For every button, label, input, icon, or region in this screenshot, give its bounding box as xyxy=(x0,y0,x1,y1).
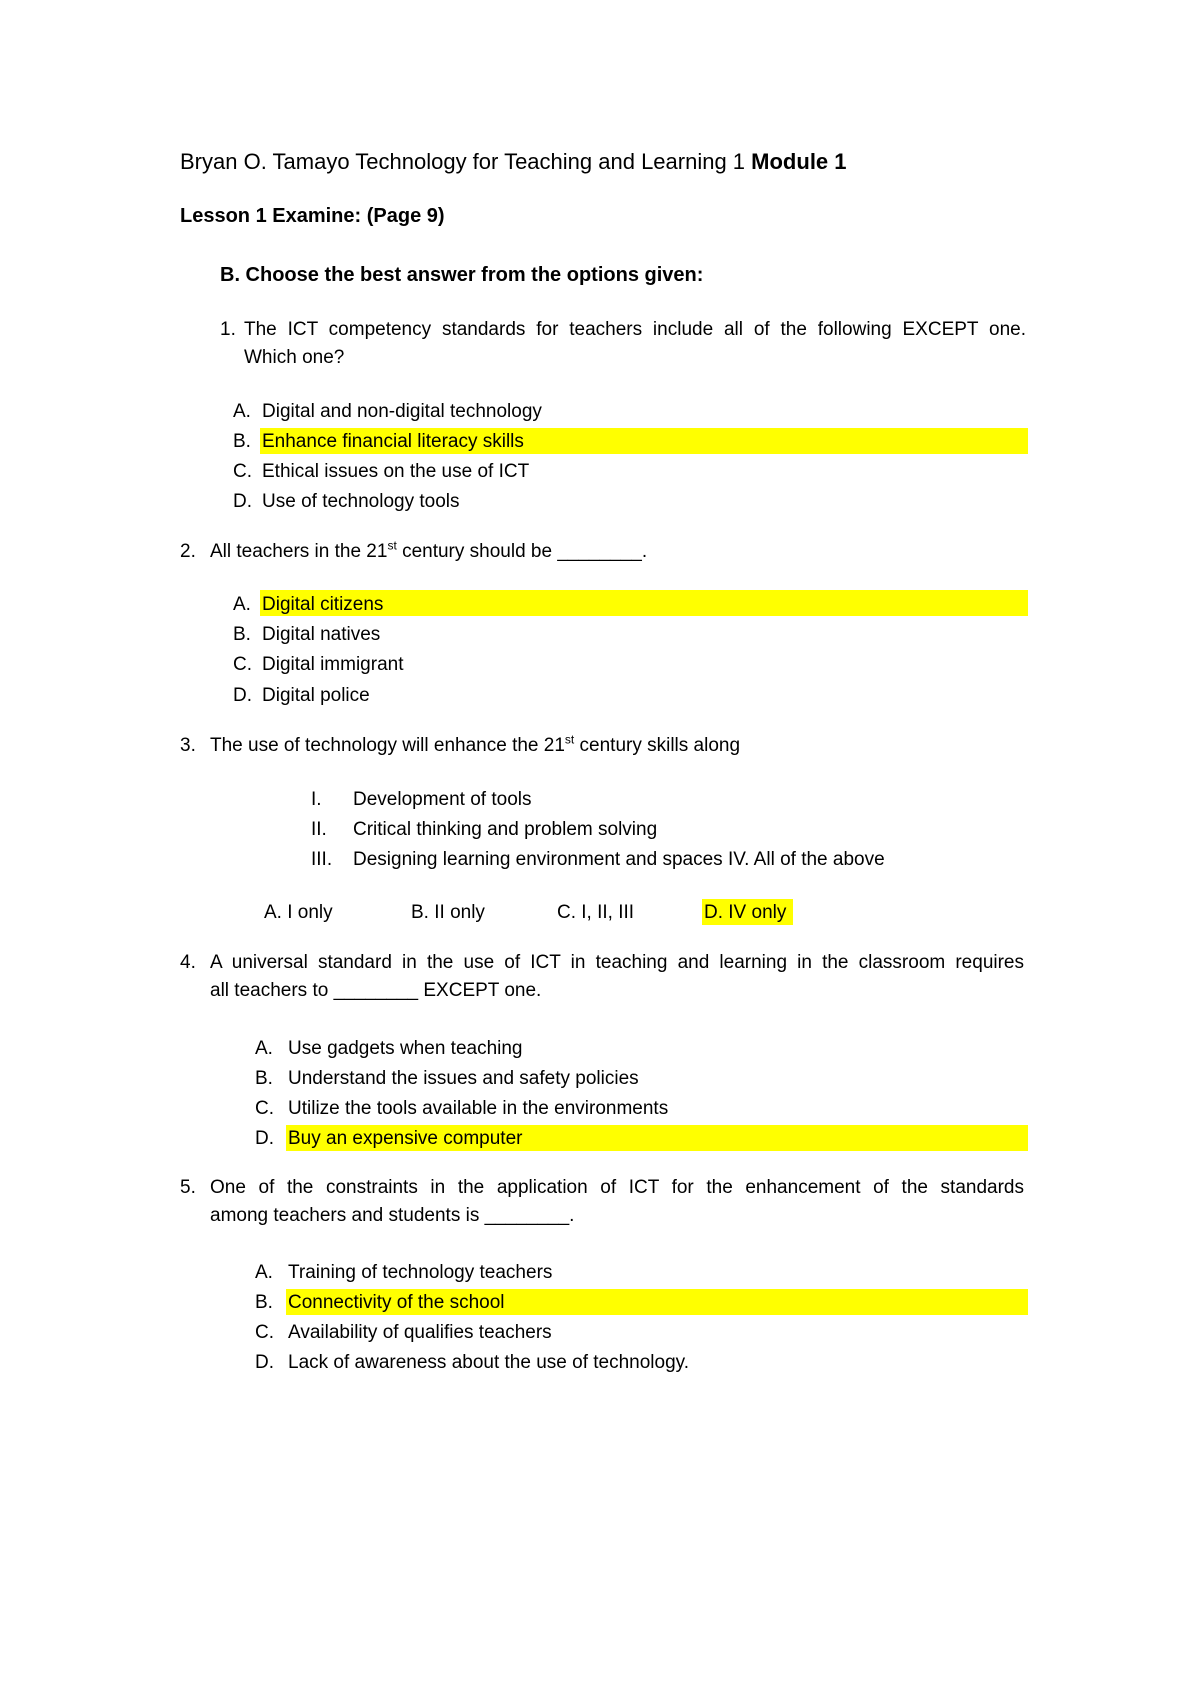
option-text-correct: Digital citizens xyxy=(262,594,384,615)
roman-numeral: III. xyxy=(311,849,333,870)
option-text: Digital police xyxy=(262,685,370,706)
question-number: 1. xyxy=(220,319,236,340)
option-letter: C. xyxy=(233,654,252,675)
choice-text: A. I only xyxy=(264,902,333,923)
title-bold: Module 1 xyxy=(751,149,847,174)
question-number: 5. xyxy=(180,1177,196,1198)
document-title xyxy=(180,147,847,177)
title-plain: Bryan O. Tamayo Technology for Teaching and Learning 1 xyxy=(180,149,746,174)
option-text: Digital and non-digital technology xyxy=(262,401,542,422)
option-letter: C. xyxy=(233,461,252,482)
option-text: Utilize the tools available in the environments xyxy=(288,1098,669,1119)
question-text-line1: The ICT competency standards for teachers include all of the following EXCEPT one. xyxy=(244,319,1026,340)
option-letter: D. xyxy=(255,1128,274,1149)
question-text-line2: among teachers and students is ________. xyxy=(210,1205,575,1226)
option-text: Use gadgets when teaching xyxy=(288,1038,523,1059)
option-letter: D. xyxy=(255,1352,274,1373)
option-text: Ethical issues on the use of ICT xyxy=(262,461,530,482)
question-text xyxy=(210,733,740,759)
option-letter: C. xyxy=(255,1322,274,1343)
choice-text: B. II only xyxy=(411,902,485,923)
section-heading: B. Choose the best answer from the options given: xyxy=(220,264,704,286)
question-text-sup: st xyxy=(564,732,575,747)
option-letter: D. xyxy=(233,685,252,706)
option-text: Availability of qualifies teachers xyxy=(288,1322,552,1343)
question-text-line1: A universal standard in the use of ICT in teaching and learning in the classroom requires xyxy=(210,952,1024,973)
option-text: Understand the issues and safety policies xyxy=(288,1068,639,1089)
option-text-correct: Buy an expensive computer xyxy=(288,1128,523,1149)
lesson-heading: Lesson 1 Examine: (Page 9) xyxy=(180,205,445,227)
option-text: Digital natives xyxy=(262,624,381,645)
option-letter: A. xyxy=(255,1262,273,1283)
option-text: Lack of awareness about the use of technology. xyxy=(288,1352,690,1373)
option-text: Digital immigrant xyxy=(262,654,404,675)
option-letter: B. xyxy=(233,431,251,452)
option-letter: B. xyxy=(233,624,251,645)
roman-item-text: Critical thinking and problem solving xyxy=(353,819,658,840)
option-letter: B. xyxy=(255,1068,273,1089)
choice-text: C. I, II, III xyxy=(557,902,635,923)
question-text-line2: all teachers to ________ EXCEPT one. xyxy=(210,980,542,1001)
question-text-line2: Which one? xyxy=(244,347,345,368)
question-number: 4. xyxy=(180,952,196,973)
question-text-line1: One of the constraints in the application of ICT for the enhancement of the standards xyxy=(210,1177,1024,1198)
roman-numeral: II. xyxy=(311,819,327,840)
roman-numeral: I. xyxy=(311,789,322,810)
question-number: 3. xyxy=(180,735,196,756)
question-text-pre: All teachers in the 21 xyxy=(210,541,388,562)
question-text xyxy=(210,539,647,565)
question-text-sup: st xyxy=(387,538,397,553)
question-text-post: century should be ________. xyxy=(396,541,648,562)
option-text-correct: Connectivity of the school xyxy=(288,1292,505,1313)
question-number: 2. xyxy=(180,541,196,562)
option-text: Use of technology tools xyxy=(262,491,460,512)
option-letter: B. xyxy=(255,1292,273,1313)
roman-item-text: Designing learning environment and spaces IV. All of the above xyxy=(353,849,885,870)
option-letter: D. xyxy=(233,491,252,512)
option-letter: A. xyxy=(233,594,251,615)
choice-text-correct: D. IV only xyxy=(704,902,787,923)
option-text: Training of technology teachers xyxy=(288,1262,553,1283)
question-text-post: century skills along xyxy=(574,735,741,756)
question-text-pre: The use of technology will enhance the 21 xyxy=(210,735,565,756)
option-letter: C. xyxy=(255,1098,274,1119)
option-text-correct: Enhance financial literacy skills xyxy=(262,431,524,452)
option-letter: A. xyxy=(255,1038,273,1059)
roman-item-text: Development of tools xyxy=(353,789,532,810)
option-letter: A. xyxy=(233,401,251,422)
